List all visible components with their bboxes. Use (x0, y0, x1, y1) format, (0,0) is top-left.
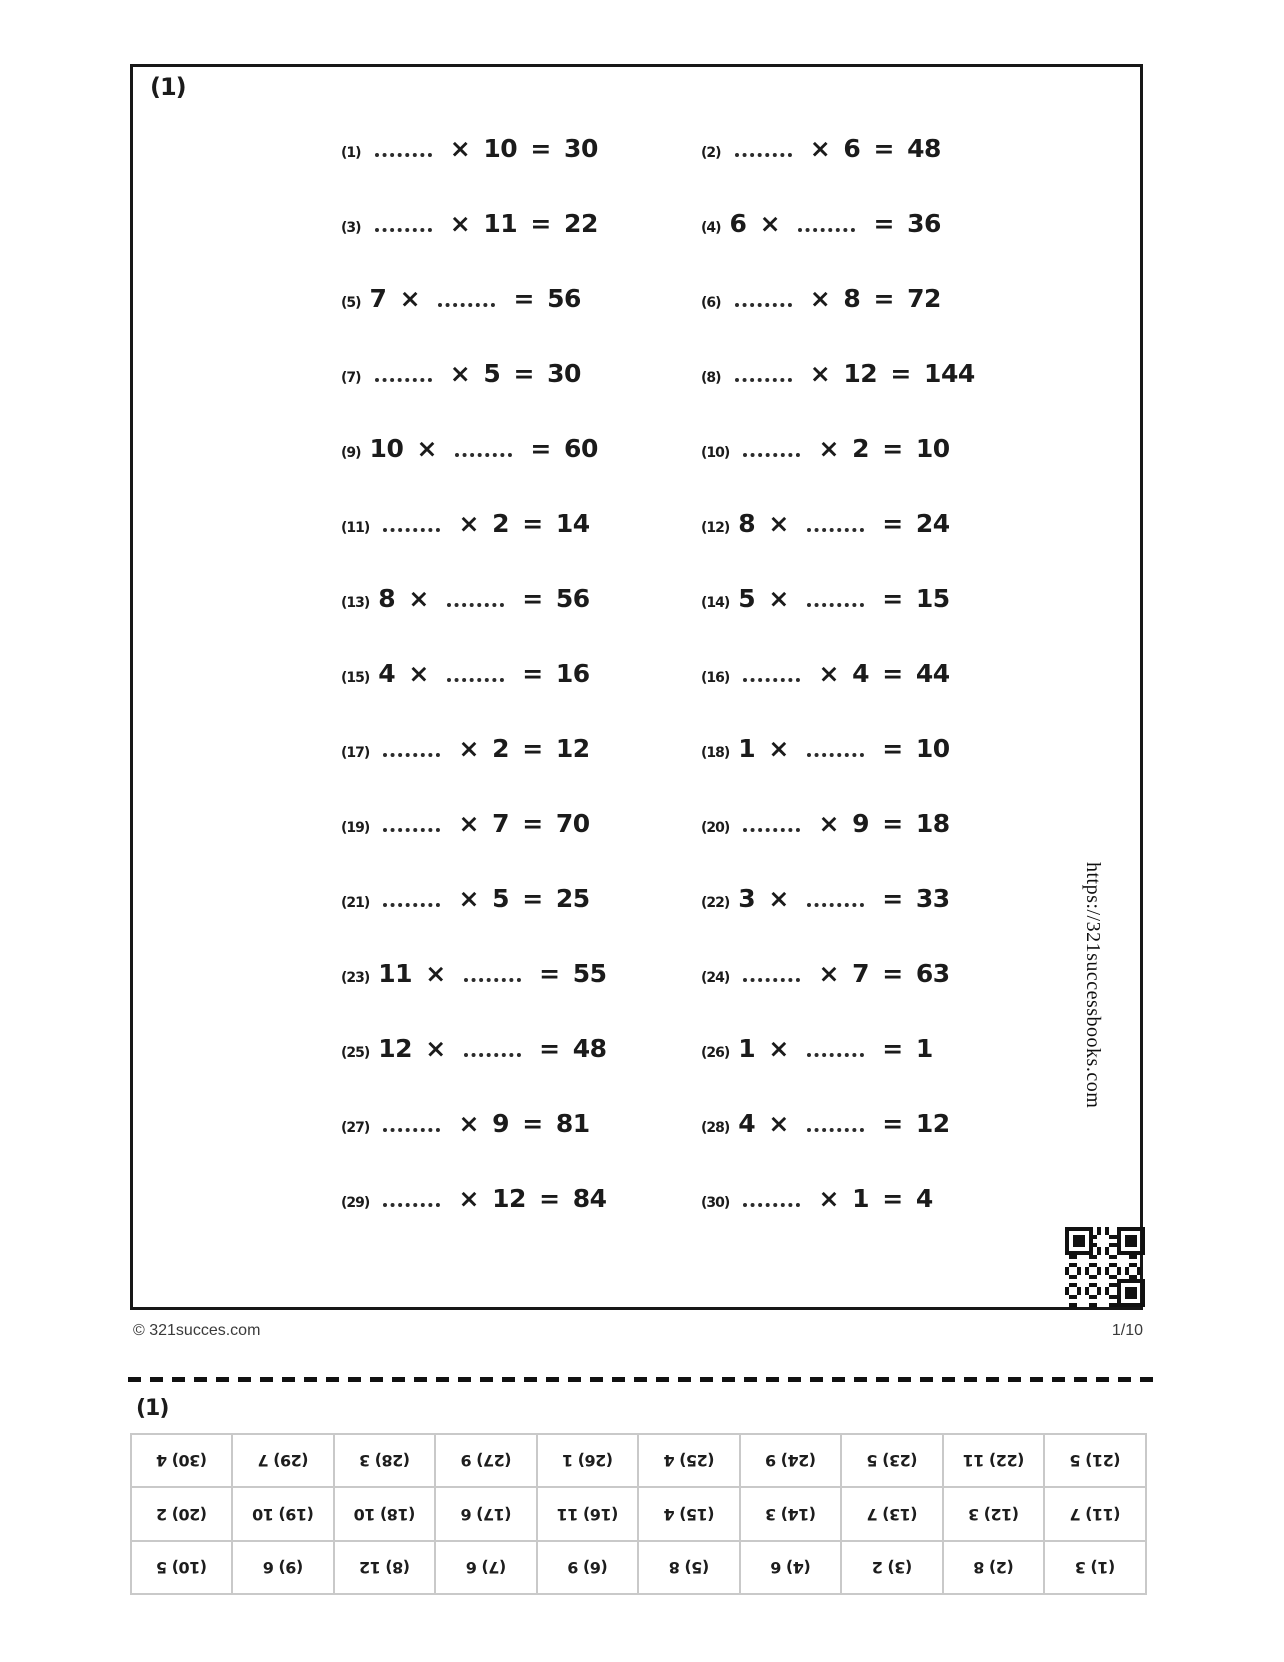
problem-26 (701, 1034, 975, 1063)
answer-cell: (26) 1 (537, 1434, 639, 1487)
equation: × 5 = 30 (370, 359, 581, 388)
answer-blank (807, 528, 864, 532)
side-url-text: https://321successbooks.com (1082, 862, 1104, 1109)
problem-number: (8) (701, 370, 721, 386)
problem-4 (701, 209, 975, 238)
problem-10 (701, 434, 975, 463)
answer-cell: (18) 10 (334, 1487, 436, 1540)
problem-6 (701, 284, 975, 313)
answer-blank (807, 753, 864, 757)
problem-19 (341, 809, 701, 838)
answer-cell: (21) 5 (1045, 1434, 1147, 1487)
equation: × 4 = 44 (738, 659, 949, 688)
equation: × 2 = 10 (738, 434, 949, 463)
equation: 12 × = 48 (378, 1034, 607, 1063)
answer-blank (375, 153, 432, 157)
answer-row (131, 1541, 1146, 1594)
answer-cell: (7) 6 (436, 1541, 538, 1594)
answer-cell: (30) 4 (131, 1434, 233, 1487)
answer-cell: (19) 10 (233, 1487, 335, 1540)
answer-cell: (4) 6 (740, 1541, 842, 1594)
answer-blank (743, 1203, 800, 1207)
qr-code (1065, 1227, 1145, 1307)
problem-number: (11) (341, 520, 370, 536)
problem-number: (20) (701, 820, 730, 836)
problem-12 (701, 509, 975, 538)
problem-24 (701, 959, 975, 988)
answer-blank (447, 678, 504, 682)
problem-28 (701, 1109, 975, 1138)
problem-number: (19) (341, 820, 370, 836)
equation: 10 × = 60 (369, 434, 598, 463)
problem-number: (6) (701, 295, 721, 311)
answer-row (131, 1434, 1146, 1487)
problem-27 (341, 1109, 701, 1138)
answer-blank (807, 903, 864, 907)
equation: × 9 = 81 (378, 1109, 589, 1138)
answer-cell: (22) 11 (943, 1434, 1045, 1487)
problem-number: (3) (341, 220, 361, 236)
answer-cell: (28) 3 (334, 1434, 436, 1487)
answer-blank (743, 678, 800, 682)
answer-cell: (23) 5 (842, 1434, 944, 1487)
equation: 5 × = 15 (738, 584, 950, 613)
problem-number: (4) (701, 220, 721, 236)
problem-21 (341, 884, 701, 913)
problem-number: (17) (341, 745, 370, 761)
problem-number: (1) (341, 145, 361, 161)
answer-key-table (130, 1433, 1147, 1595)
answer-cell: (5) 8 (639, 1541, 741, 1594)
answer-cell: (15) 4 (639, 1487, 741, 1540)
equation: × 11 = 22 (370, 209, 598, 238)
equation: 7 × = 56 (369, 284, 581, 313)
problem-number: (16) (701, 670, 730, 686)
problem-13 (341, 584, 701, 613)
problem-15 (341, 659, 701, 688)
answer-blank (375, 228, 432, 232)
answer-blank (464, 1053, 521, 1057)
equation: 8 × = 24 (738, 509, 950, 538)
problem-5 (341, 284, 701, 313)
answer-blank (447, 603, 504, 607)
answer-cell: (10) 5 (131, 1541, 233, 1594)
problem-number: (15) (341, 670, 370, 686)
answer-section-label: (1) (136, 1396, 169, 1421)
problem-number: (23) (341, 970, 370, 986)
answer-cell: (9) 6 (233, 1541, 335, 1594)
problem-29 (341, 1184, 701, 1213)
answer-blank (383, 1128, 440, 1132)
answer-blank (383, 903, 440, 907)
answer-cell: (27) 9 (436, 1434, 538, 1487)
problem-25 (341, 1034, 701, 1063)
problem-20 (701, 809, 975, 838)
problem-2 (701, 134, 975, 163)
problem-1 (341, 134, 701, 163)
answer-cell: (1) 3 (1045, 1541, 1147, 1594)
answer-row (131, 1487, 1146, 1540)
worksheet-frame (130, 64, 1143, 1310)
problem-8 (701, 359, 975, 388)
answer-blank (383, 828, 440, 832)
page-footer (133, 1322, 1143, 1340)
equation: × 12 = 84 (378, 1184, 606, 1213)
problem-number: (28) (701, 1120, 730, 1136)
equation: × 2 = 14 (378, 509, 589, 538)
answer-blank (735, 153, 792, 157)
problem-9 (341, 434, 701, 463)
equation: 1 × = 10 (738, 734, 950, 763)
answer-blank (807, 1128, 864, 1132)
equation: × 8 = 72 (730, 284, 941, 313)
problem-3 (341, 209, 701, 238)
problem-number: (10) (701, 445, 730, 461)
answer-blank (464, 978, 521, 982)
problem-18 (701, 734, 975, 763)
equation: × 10 = 30 (370, 134, 598, 163)
problem-number: (26) (701, 1045, 730, 1061)
equation: × 1 = 4 (738, 1184, 933, 1213)
answer-cell: (2) 8 (943, 1541, 1045, 1594)
equation: × 12 = 144 (730, 359, 975, 388)
answer-cell: (29) 7 (233, 1434, 335, 1487)
equation: × 7 = 63 (738, 959, 949, 988)
answer-cell: (13) 7 (842, 1487, 944, 1540)
problem-number: (7) (341, 370, 361, 386)
problem-number: (30) (701, 1195, 730, 1211)
equation: × 2 = 12 (378, 734, 589, 763)
worksheet-section-label: (1) (150, 73, 186, 101)
answer-cell: (24) 9 (740, 1434, 842, 1487)
equation: 11 × = 55 (378, 959, 607, 988)
answer-cell: (14) 3 (740, 1487, 842, 1540)
problem-23 (341, 959, 701, 988)
equation: 4 × = 12 (738, 1109, 950, 1138)
answer-blank (383, 1203, 440, 1207)
answer-blank (375, 378, 432, 382)
problem-number: (25) (341, 1045, 370, 1061)
problem-22 (701, 884, 975, 913)
answer-blank (455, 453, 512, 457)
equation: × 7 = 70 (378, 809, 589, 838)
problem-number: (21) (341, 895, 370, 911)
problem-17 (341, 734, 701, 763)
answer-blank (743, 828, 800, 832)
answer-cell: (3) 2 (842, 1541, 944, 1594)
answer-blank (438, 303, 495, 307)
answer-cell: (16) 11 (537, 1487, 639, 1540)
answer-blank (735, 303, 792, 307)
problem-number: (18) (701, 745, 730, 761)
copyright-text: © 321succes.com (133, 1322, 261, 1339)
answer-blank (798, 228, 855, 232)
problem-number: (22) (701, 895, 730, 911)
problem-number: (12) (701, 520, 730, 536)
answer-cell: (11) 7 (1045, 1487, 1147, 1540)
answer-blank (735, 378, 792, 382)
answer-cell: (25) 4 (639, 1434, 741, 1487)
answer-cell: (6) 9 (537, 1541, 639, 1594)
answer-blank (807, 603, 864, 607)
problem-number: (13) (341, 595, 370, 611)
answer-blank (743, 978, 800, 982)
answer-blank (383, 753, 440, 757)
equation: 1 × = 1 (738, 1034, 933, 1063)
problem-number: (24) (701, 970, 730, 986)
problem-number: (5) (341, 295, 361, 311)
equation: 3 × = 33 (738, 884, 950, 913)
problem-number: (2) (701, 145, 721, 161)
problem-30 (701, 1184, 975, 1213)
problem-number: (9) (341, 445, 361, 461)
page-number: 1/10 (1111, 1322, 1143, 1339)
problem-11 (341, 509, 701, 538)
equation: 8 × = 56 (378, 584, 590, 613)
problem-14 (701, 584, 975, 613)
answer-blank (743, 453, 800, 457)
equation: × 5 = 25 (378, 884, 589, 913)
problem-16 (701, 659, 975, 688)
problem-number: (14) (701, 595, 730, 611)
answer-cell: (17) 6 (436, 1487, 538, 1540)
equation: × 6 = 48 (730, 134, 941, 163)
equation: × 9 = 18 (738, 809, 949, 838)
answer-cell: (20) 2 (131, 1487, 233, 1540)
answer-blank (807, 1053, 864, 1057)
answer-blank (383, 528, 440, 532)
answer-cell: (12) 3 (943, 1487, 1045, 1540)
problem-number: (29) (341, 1195, 370, 1211)
equation: 4 × = 16 (378, 659, 590, 688)
problems-grid (341, 111, 975, 1236)
problem-number: (27) (341, 1120, 370, 1136)
cut-line (128, 1377, 1156, 1382)
answer-cell: (8) 12 (334, 1541, 436, 1594)
problem-7 (341, 359, 701, 388)
equation: 6 × = 36 (729, 209, 941, 238)
